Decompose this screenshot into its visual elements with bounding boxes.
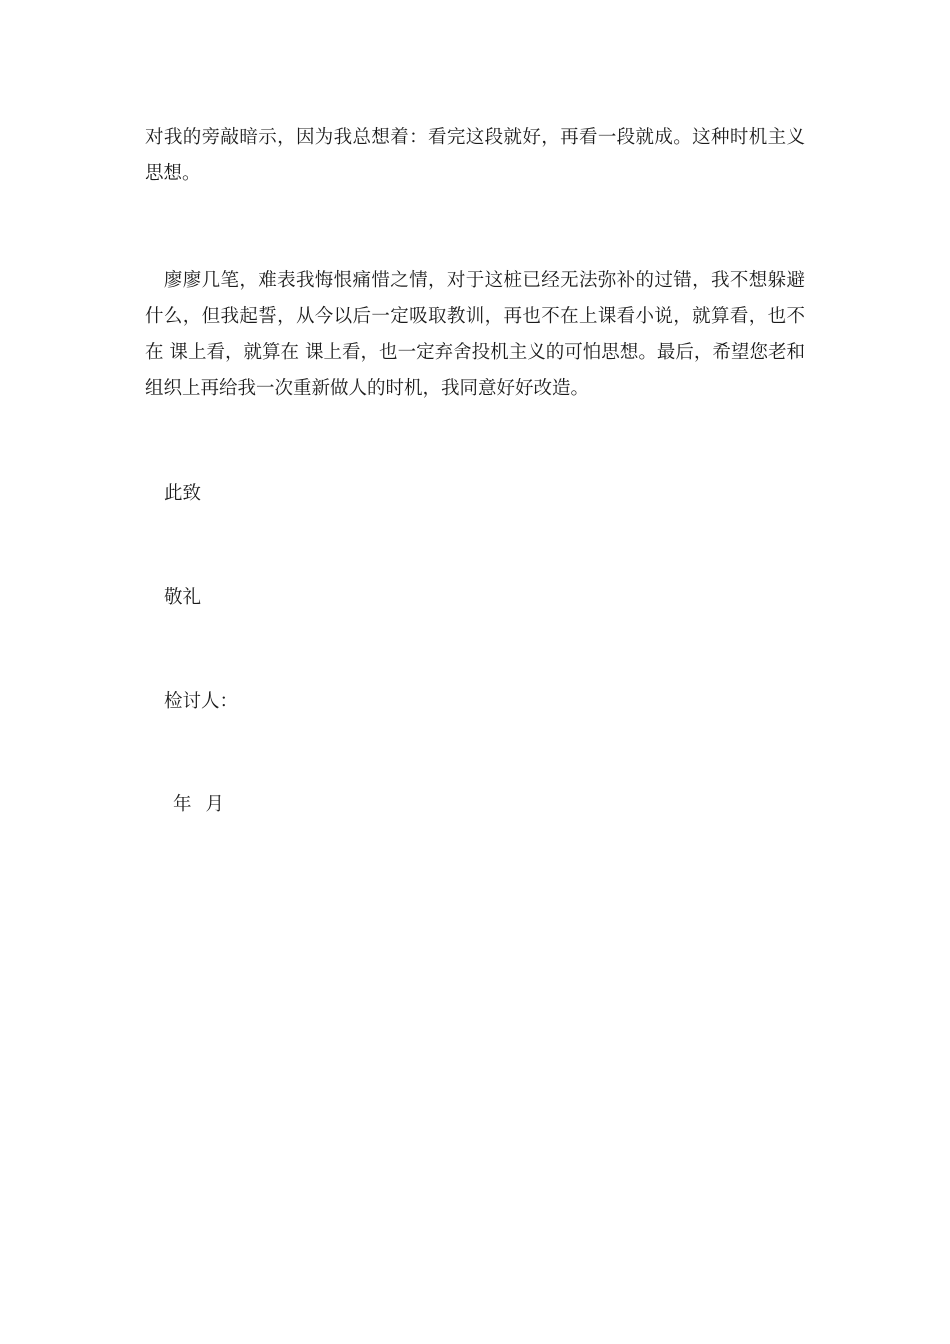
date-month-label: 月 [205,794,225,815]
date-year-label: 年 [173,794,192,815]
paragraph-1: 对我的旁敲暗示，因为我总想着：看完这段就好，再看一段就成。这种时机主义思想。 [145,127,805,184]
date-line [173,792,224,818]
salutation: 此致 [164,483,202,504]
paragraph-2: 廖廖几笔，难表我悔恨痛惜之情，对于这桩已经无法弥补的过错，我不想躲避什么，但我起誓，从今以后一定吸取教训，再也不在上课看小说，就算看，也不在 课上看，就算在 课上看，也一定弃舍投机主义的可怕思想。最后，希望您老和组织上再给我一次重新做人的时机，我同意好好改造。 [145,270,805,399]
signer-label: 检讨人： [164,691,239,712]
regards: 敬礼 [164,587,202,608]
